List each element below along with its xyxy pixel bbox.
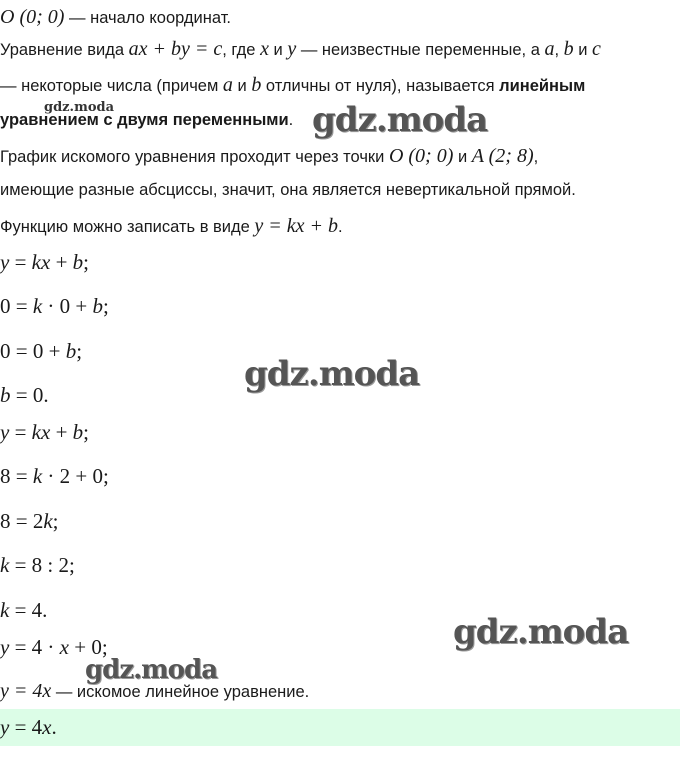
math-span: y = kx + b — [254, 215, 339, 237]
line-abscissas — [0, 181, 576, 200]
bold-term: уравнением с двумя переменными — [0, 111, 289, 129]
equation-line: 8 = k · 2 + 0; — [0, 464, 109, 488]
line-function-form — [0, 215, 343, 238]
text-span: , где — [222, 41, 261, 59]
math-span: b — [563, 38, 574, 60]
equation-line: 0 = k · 0 + b; — [0, 294, 109, 318]
math-span: a — [222, 74, 233, 96]
equation-line: 8 = 2k; — [0, 509, 59, 533]
bold-term: линейным — [499, 77, 586, 95]
text-span: График искомого уравнения проходит через точки — [0, 148, 389, 166]
equation-line: y = kx + b; — [0, 420, 90, 444]
text-span: и — [453, 148, 472, 166]
text-span: имеющие разные абсциссы, значит, она является невертикальной прямой. — [0, 181, 576, 199]
watermark-small: gdz.moda — [44, 100, 115, 115]
watermark: gdz.moda — [85, 655, 218, 685]
watermark: gdz.moda — [312, 100, 488, 140]
text-span: — искомое линейное уравнение. — [51, 683, 310, 701]
equation-line: b = 0. — [0, 383, 49, 407]
line-equation-form — [0, 38, 601, 61]
line-graph-points — [0, 145, 538, 168]
watermark: gdz.moda — [453, 612, 629, 652]
answer-box — [0, 709, 680, 746]
text-span: . — [288, 111, 294, 129]
answer-equation: y = 4x. — [0, 715, 57, 739]
text-span: и — [268, 41, 288, 59]
text-span: отличны от нуля), называется — [261, 77, 500, 95]
math-span: y — [287, 38, 297, 60]
line-origin — [0, 6, 231, 29]
text-origin: — начало координат. — [64, 9, 232, 27]
equation-line: y = 4 · x + 0; — [0, 635, 108, 659]
equation-line: 0 = 0 + b; — [0, 339, 83, 363]
math-origin: O (0; 0) — [0, 6, 65, 28]
text-span: — некоторые числа (причем — [0, 77, 223, 95]
math-span: O (0; 0) — [388, 145, 454, 167]
equation-line: k = 4. — [0, 598, 48, 622]
text-span: . — [338, 218, 343, 236]
math-span: b — [251, 74, 262, 96]
math-span: x — [260, 38, 269, 60]
text-span: Уравнение вида — [0, 41, 129, 59]
math-span: ax + by = c — [128, 38, 223, 60]
text-span: и — [232, 77, 252, 95]
text-span: Функцию можно записать в виде — [0, 218, 255, 236]
watermark: gdz.moda — [244, 354, 420, 394]
math-span: a — [544, 38, 555, 60]
equation-line: k = 8 : 2; — [0, 553, 75, 577]
line-numbers-definition — [0, 74, 585, 97]
equation-line: y = kx + b; — [0, 250, 90, 274]
math-span: c — [592, 38, 601, 60]
text-span: и — [573, 41, 593, 59]
text-span: , — [533, 148, 539, 166]
math-span: A (2; 8) — [471, 145, 534, 167]
text-span: , — [554, 41, 564, 59]
text-span: — неизвестные переменные, а — [296, 41, 545, 59]
math-span: y = 4x — [0, 680, 52, 702]
